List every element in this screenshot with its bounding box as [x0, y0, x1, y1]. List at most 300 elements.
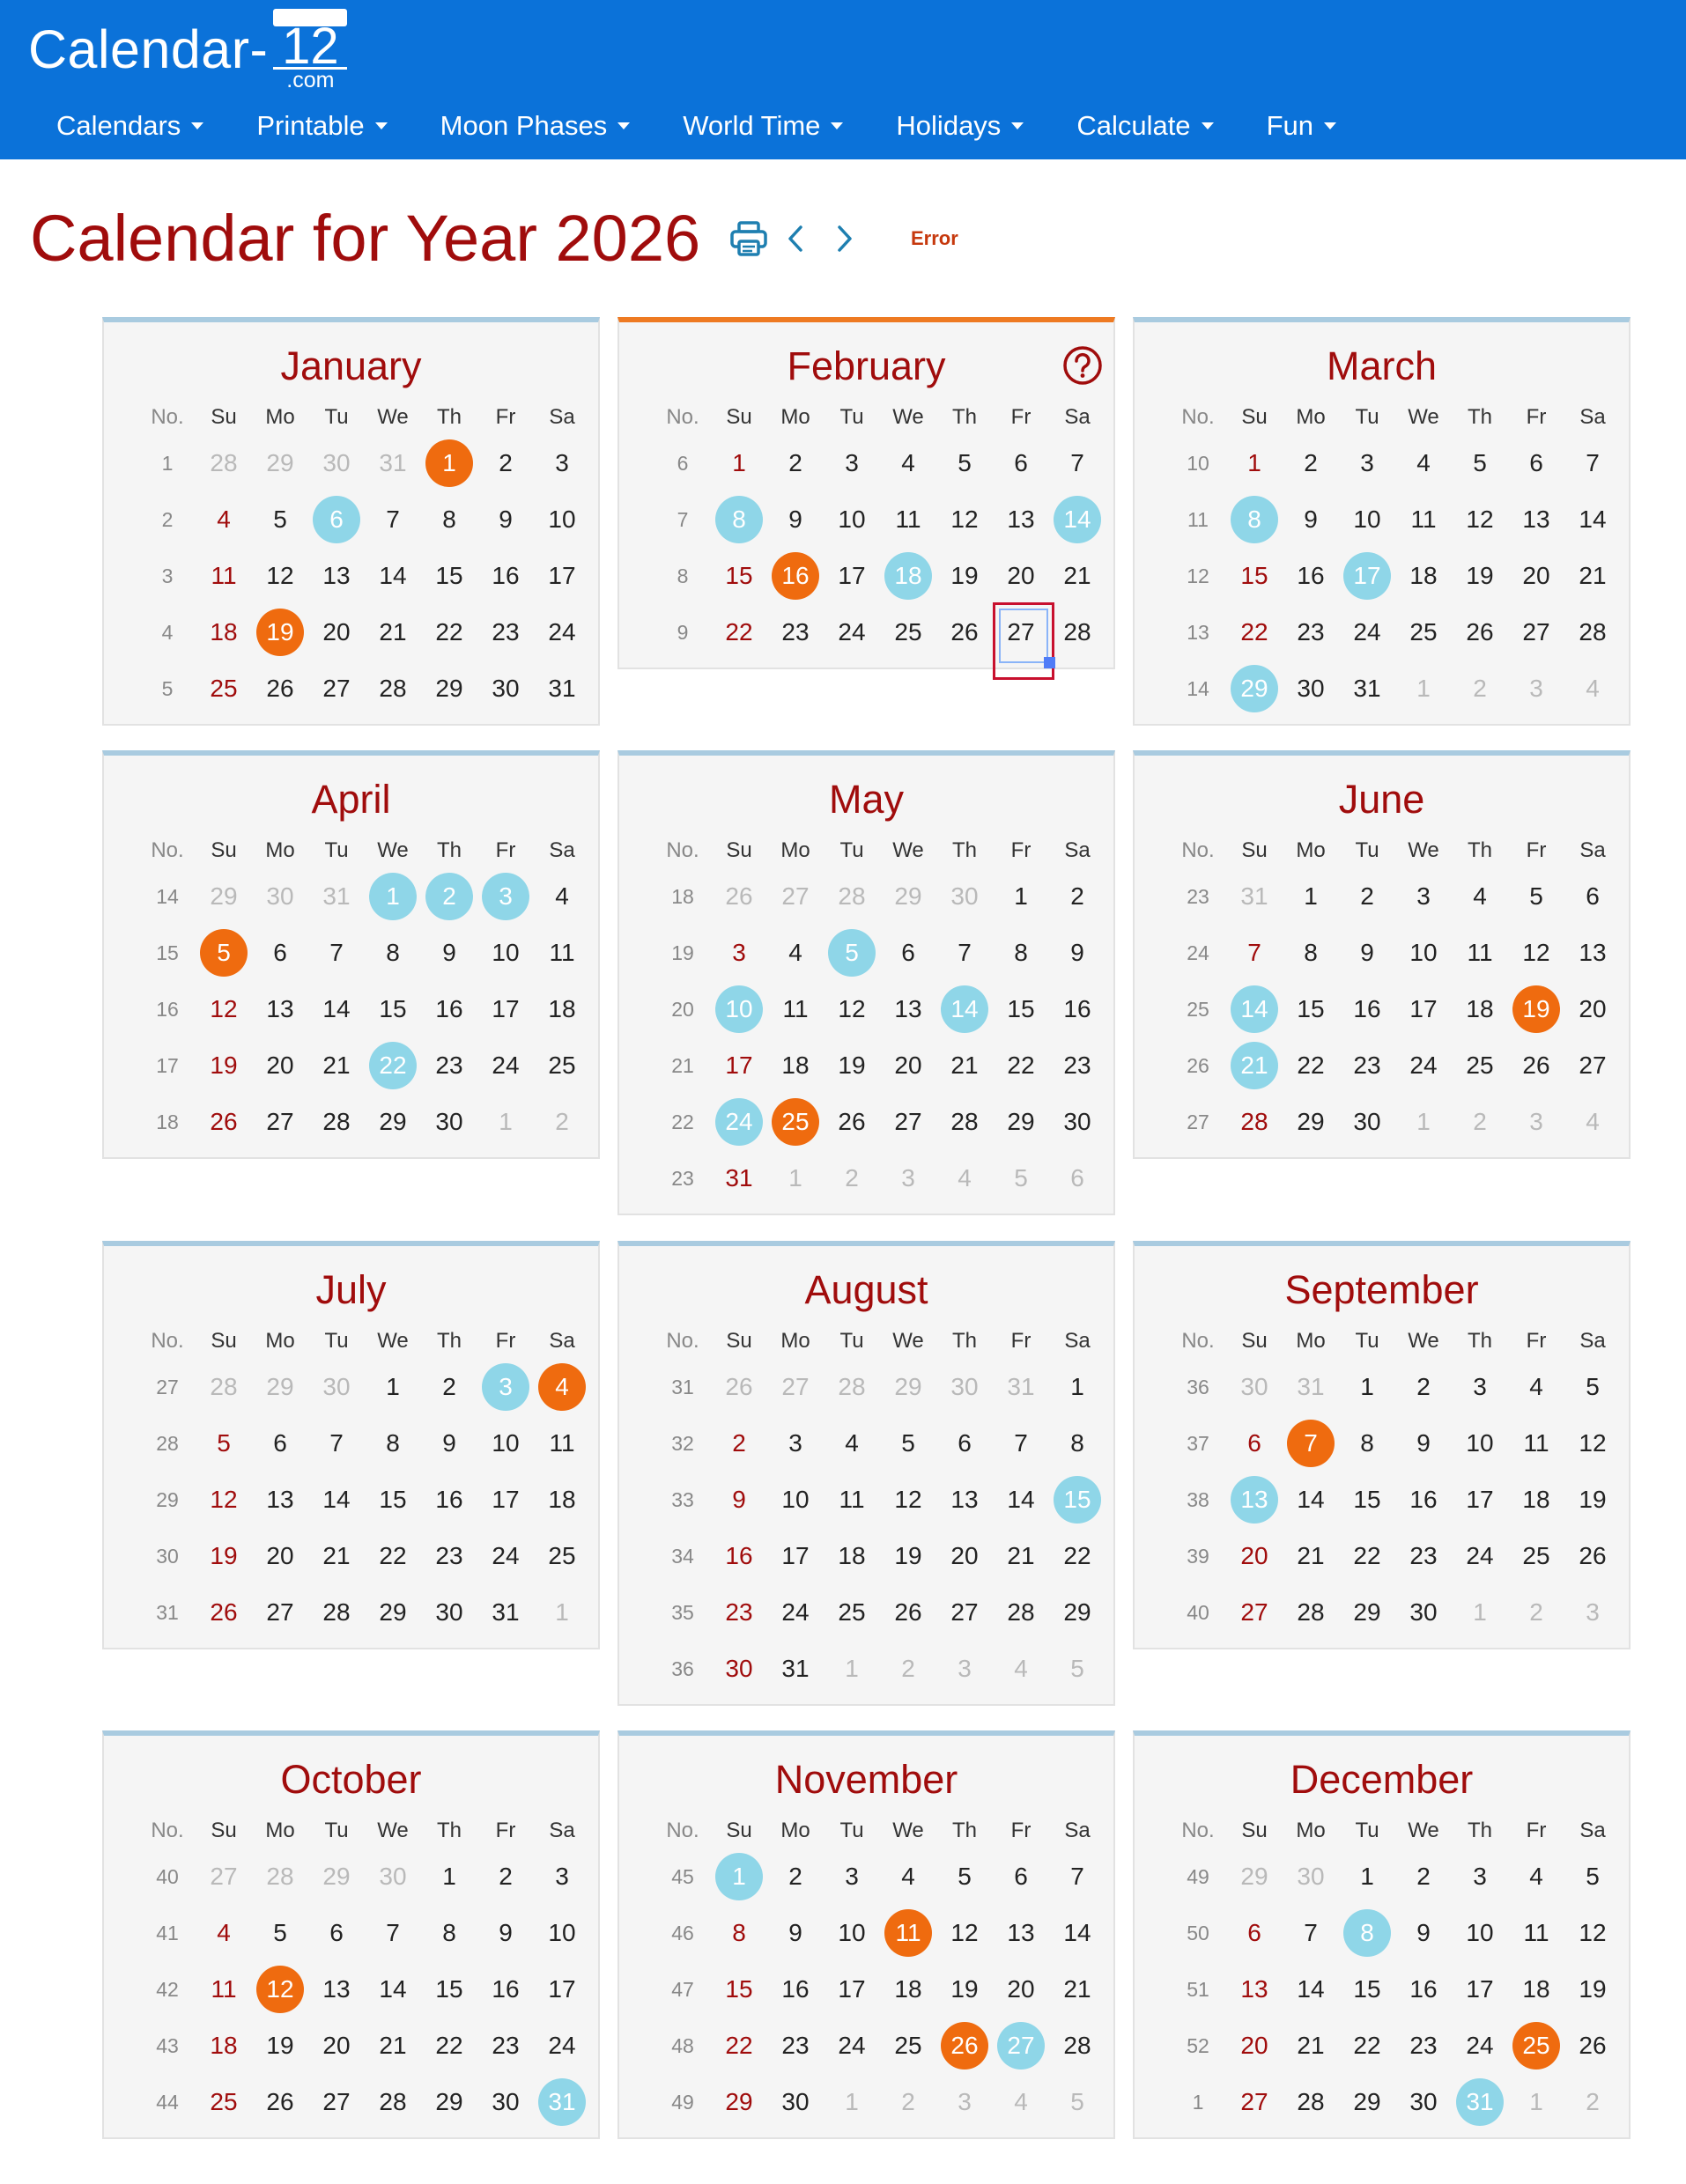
other-month-day[interactable]: [1049, 1150, 1106, 1206]
day-cell[interactable]: [1564, 1359, 1621, 1415]
day-cell[interactable]: [1283, 1037, 1339, 1094]
other-month-day[interactable]: [936, 1641, 993, 1697]
month-title[interactable]: May: [828, 777, 904, 822]
day-cell[interactable]: [308, 1584, 365, 1641]
day-cell[interactable]: [1283, 2074, 1339, 2130]
day-cell[interactable]: [767, 1472, 824, 1528]
day-cell[interactable]: [477, 2074, 534, 2130]
day-cell[interactable]: [534, 1415, 590, 1472]
day-cell[interactable]: [767, 2018, 824, 2074]
month-title[interactable]: January: [280, 343, 422, 388]
day-cell[interactable]: [1564, 548, 1621, 604]
day-cell[interactable]: [252, 1472, 308, 1528]
day-cell[interactable]: [824, 1961, 880, 2018]
day-cell[interactable]: [1283, 1094, 1339, 1150]
day-cell[interactable]: [993, 1848, 1049, 1905]
day-cell[interactable]: [936, 491, 993, 548]
day-cell[interactable]: [1049, 491, 1106, 548]
day-cell[interactable]: [936, 604, 993, 660]
day-cell[interactable]: [308, 660, 365, 717]
day-cell[interactable]: [1508, 1472, 1564, 1528]
nav-fun[interactable]: [1267, 110, 1336, 142]
other-month-day[interactable]: [196, 868, 252, 925]
day-cell[interactable]: [477, 2018, 534, 2074]
day-cell[interactable]: [1508, 548, 1564, 604]
day-cell[interactable]: [1452, 2018, 1508, 2074]
day-cell[interactable]: [880, 981, 936, 1037]
day-cell[interactable]: [1564, 1415, 1621, 1472]
day-cell[interactable]: [824, 1094, 880, 1150]
day-cell[interactable]: [421, 981, 477, 1037]
day-cell[interactable]: [477, 1584, 534, 1641]
day-cell[interactable]: [1452, 491, 1508, 548]
day-cell[interactable]: [477, 1848, 534, 1905]
day-cell[interactable]: [1339, 660, 1395, 717]
day-cell[interactable]: [1508, 1848, 1564, 1905]
day-cell[interactable]: [252, 1584, 308, 1641]
day-cell[interactable]: [1395, 868, 1452, 925]
nav-moon-phases[interactable]: [440, 110, 631, 142]
day-cell[interactable]: [365, 660, 421, 717]
day-cell[interactable]: [711, 435, 767, 491]
day-cell[interactable]: [308, 2074, 365, 2130]
day-cell[interactable]: [1508, 1037, 1564, 1094]
month-title[interactable]: December: [1290, 1757, 1474, 1802]
day-cell[interactable]: [1508, 1415, 1564, 1472]
day-cell[interactable]: [1508, 1359, 1564, 1415]
day-cell[interactable]: [1508, 868, 1564, 925]
day-cell[interactable]: [993, 2018, 1049, 2074]
day-cell[interactable]: [365, 548, 421, 604]
other-month-day[interactable]: [534, 1584, 590, 1641]
day-cell[interactable]: [880, 1094, 936, 1150]
day-cell[interactable]: [1452, 1037, 1508, 1094]
day-cell[interactable]: [308, 1415, 365, 1472]
day-cell[interactable]: [824, 2018, 880, 2074]
day-cell[interactable]: [1452, 925, 1508, 981]
day-cell[interactable]: [993, 1584, 1049, 1641]
day-cell[interactable]: [1049, 604, 1106, 660]
nav-world-time[interactable]: [683, 110, 843, 142]
other-month-day[interactable]: [1226, 868, 1283, 925]
other-month-day[interactable]: [1226, 1848, 1283, 1905]
other-month-day[interactable]: [1395, 660, 1452, 717]
day-cell[interactable]: [477, 435, 534, 491]
day-cell[interactable]: [477, 981, 534, 1037]
day-cell[interactable]: [1049, 1472, 1106, 1528]
day-cell[interactable]: [477, 868, 534, 925]
other-month-day[interactable]: [252, 435, 308, 491]
day-cell[interactable]: [1049, 1037, 1106, 1094]
day-cell[interactable]: [1226, 604, 1283, 660]
day-cell[interactable]: [1226, 1528, 1283, 1584]
other-month-day[interactable]: [365, 435, 421, 491]
day-cell[interactable]: [196, 981, 252, 1037]
day-cell[interactable]: [711, 548, 767, 604]
day-cell[interactable]: [365, 1359, 421, 1415]
day-cell[interactable]: [252, 1905, 308, 1961]
day-cell[interactable]: [1283, 868, 1339, 925]
day-cell[interactable]: [936, 1094, 993, 1150]
day-cell[interactable]: [308, 1961, 365, 2018]
day-cell[interactable]: [365, 981, 421, 1037]
other-month-day[interactable]: [824, 1641, 880, 1697]
day-cell[interactable]: [1452, 604, 1508, 660]
other-month-day[interactable]: [1564, 660, 1621, 717]
day-cell[interactable]: [880, 1905, 936, 1961]
day-cell[interactable]: [880, 1848, 936, 1905]
day-cell[interactable]: [936, 548, 993, 604]
day-cell[interactable]: [1452, 2074, 1508, 2130]
other-month-day[interactable]: [824, 1359, 880, 1415]
day-cell[interactable]: [711, 1584, 767, 1641]
day-cell[interactable]: [1049, 1359, 1106, 1415]
day-cell[interactable]: [534, 1961, 590, 2018]
day-cell[interactable]: [767, 1905, 824, 1961]
day-cell[interactable]: [711, 2074, 767, 2130]
day-cell[interactable]: [421, 660, 477, 717]
day-cell[interactable]: [936, 1037, 993, 1094]
day-cell[interactable]: [477, 1037, 534, 1094]
day-cell[interactable]: [824, 604, 880, 660]
day-cell[interactable]: [534, 660, 590, 717]
day-cell[interactable]: [308, 981, 365, 1037]
day-cell[interactable]: [534, 981, 590, 1037]
day-cell[interactable]: [936, 925, 993, 981]
day-cell[interactable]: [1508, 435, 1564, 491]
day-cell[interactable]: [1564, 1472, 1621, 1528]
other-month-day[interactable]: [936, 2074, 993, 2130]
day-cell[interactable]: [252, 2018, 308, 2074]
day-cell[interactable]: [1395, 1037, 1452, 1094]
day-cell[interactable]: [1283, 604, 1339, 660]
day-cell[interactable]: [1564, 1848, 1621, 1905]
day-cell[interactable]: [1049, 1415, 1106, 1472]
nav-holidays[interactable]: [896, 110, 1024, 142]
day-cell[interactable]: [1452, 435, 1508, 491]
day-cell[interactable]: [365, 868, 421, 925]
nav-printable[interactable]: [256, 110, 387, 142]
other-month-day[interactable]: [824, 2074, 880, 2130]
day-cell[interactable]: [1283, 1961, 1339, 2018]
day-cell[interactable]: [824, 435, 880, 491]
day-cell[interactable]: [711, 1415, 767, 1472]
day-cell[interactable]: [1339, 1415, 1395, 1472]
day-cell[interactable]: [1395, 1472, 1452, 1528]
day-cell[interactable]: [1564, 435, 1621, 491]
day-cell[interactable]: [534, 868, 590, 925]
day-cell[interactable]: [1395, 981, 1452, 1037]
day-cell[interactable]: [1049, 548, 1106, 604]
other-month-day[interactable]: [1226, 1359, 1283, 1415]
day-cell[interactable]: [711, 1961, 767, 2018]
day-cell[interactable]: [880, 435, 936, 491]
day-cell[interactable]: [1508, 491, 1564, 548]
day-cell[interactable]: [993, 868, 1049, 925]
day-cell[interactable]: [1339, 1848, 1395, 1905]
error-link[interactable]: Error: [911, 227, 958, 249]
day-cell[interactable]: [1395, 1359, 1452, 1415]
day-cell[interactable]: [880, 1037, 936, 1094]
day-cell[interactable]: [767, 1415, 824, 1472]
day-cell[interactable]: [534, 548, 590, 604]
day-cell[interactable]: [880, 548, 936, 604]
day-cell[interactable]: [477, 604, 534, 660]
day-cell[interactable]: [767, 981, 824, 1037]
other-month-day[interactable]: [1564, 1094, 1621, 1150]
day-cell[interactable]: [767, 1584, 824, 1641]
day-cell[interactable]: [1283, 981, 1339, 1037]
day-cell[interactable]: [534, 2018, 590, 2074]
day-cell[interactable]: [534, 1905, 590, 1961]
day-cell[interactable]: [477, 1472, 534, 1528]
print-button[interactable]: [727, 216, 771, 262]
day-cell[interactable]: [421, 1961, 477, 2018]
day-cell[interactable]: [421, 868, 477, 925]
day-cell[interactable]: [1452, 981, 1508, 1037]
day-cell[interactable]: [534, 925, 590, 981]
day-cell[interactable]: [196, 660, 252, 717]
day-cell[interactable]: [308, 1528, 365, 1584]
other-month-day[interactable]: [1564, 1584, 1621, 1641]
day-cell[interactable]: [1395, 435, 1452, 491]
day-cell[interactable]: [1395, 1961, 1452, 2018]
day-cell[interactable]: [711, 925, 767, 981]
day-cell[interactable]: [534, 1037, 590, 1094]
day-cell[interactable]: [196, 491, 252, 548]
day-cell[interactable]: [993, 981, 1049, 1037]
day-cell[interactable]: [1339, 1037, 1395, 1094]
day-cell[interactable]: [421, 2018, 477, 2074]
day-cell[interactable]: [1339, 1528, 1395, 1584]
day-cell[interactable]: [880, 1961, 936, 2018]
day-cell[interactable]: [1283, 1528, 1339, 1584]
day-cell[interactable]: [534, 1472, 590, 1528]
day-cell[interactable]: [421, 1037, 477, 1094]
day-cell[interactable]: [1395, 1848, 1452, 1905]
day-cell[interactable]: [936, 2018, 993, 2074]
day-cell[interactable]: [936, 1415, 993, 1472]
day-cell[interactable]: [1452, 1472, 1508, 1528]
day-cell[interactable]: [252, 981, 308, 1037]
day-cell[interactable]: [1452, 1528, 1508, 1584]
day-cell[interactable]: [477, 660, 534, 717]
day-cell[interactable]: [477, 1359, 534, 1415]
day-cell[interactable]: [1395, 2074, 1452, 2130]
day-cell[interactable]: [1339, 435, 1395, 491]
other-month-day[interactable]: [1049, 1641, 1106, 1697]
month-title[interactable]: September: [1284, 1267, 1479, 1312]
day-cell[interactable]: [1395, 2018, 1452, 2074]
day-cell[interactable]: [880, 1528, 936, 1584]
month-title[interactable]: June: [1338, 777, 1425, 822]
day-cell[interactable]: [421, 925, 477, 981]
day-cell[interactable]: [1339, 1359, 1395, 1415]
day-cell[interactable]: [1395, 1528, 1452, 1584]
day-cell[interactable]: [824, 981, 880, 1037]
day-cell[interactable]: [1564, 1961, 1621, 2018]
day-cell[interactable]: [1452, 1415, 1508, 1472]
day-cell[interactable]: [477, 1905, 534, 1961]
day-cell[interactable]: [1283, 1905, 1339, 1961]
day-cell[interactable]: [534, 491, 590, 548]
day-cell[interactable]: [880, 604, 936, 660]
day-cell[interactable]: [252, 2074, 308, 2130]
other-month-day[interactable]: [308, 435, 365, 491]
other-month-day[interactable]: [993, 1359, 1049, 1415]
day-cell[interactable]: [993, 1415, 1049, 1472]
day-cell[interactable]: [365, 491, 421, 548]
day-cell[interactable]: [993, 1961, 1049, 2018]
day-cell[interactable]: [824, 1848, 880, 1905]
other-month-day[interactable]: [824, 868, 880, 925]
day-cell[interactable]: [308, 604, 365, 660]
day-cell[interactable]: [1283, 2018, 1339, 2074]
day-cell[interactable]: [1339, 1905, 1395, 1961]
day-cell[interactable]: [534, 1359, 590, 1415]
day-cell[interactable]: [767, 1848, 824, 1905]
day-cell[interactable]: [421, 1094, 477, 1150]
day-cell[interactable]: [1564, 925, 1621, 981]
day-cell[interactable]: [252, 1037, 308, 1094]
site-logo[interactable]: [28, 9, 347, 90]
day-cell[interactable]: [1049, 925, 1106, 981]
month-title[interactable]: March: [1326, 343, 1438, 388]
day-cell[interactable]: [824, 925, 880, 981]
day-cell[interactable]: [1049, 1905, 1106, 1961]
day-cell[interactable]: [993, 491, 1049, 548]
day-cell[interactable]: [421, 2074, 477, 2130]
day-cell[interactable]: [196, 2074, 252, 2130]
day-cell[interactable]: [252, 660, 308, 717]
other-month-day[interactable]: [880, 1150, 936, 1206]
day-cell[interactable]: [1226, 660, 1283, 717]
day-cell[interactable]: [1452, 1359, 1508, 1415]
month-title[interactable]: February: [787, 343, 946, 388]
day-cell[interactable]: [1226, 1094, 1283, 1150]
day-cell[interactable]: [1283, 548, 1339, 604]
day-cell[interactable]: [1564, 1905, 1621, 1961]
other-month-day[interactable]: [993, 2074, 1049, 2130]
day-cell[interactable]: [936, 1848, 993, 1905]
day-cell[interactable]: [477, 491, 534, 548]
day-cell[interactable]: [1226, 925, 1283, 981]
other-month-day[interactable]: [534, 1094, 590, 1150]
day-cell[interactable]: [1283, 1584, 1339, 1641]
day-cell[interactable]: [880, 1472, 936, 1528]
day-cell[interactable]: [308, 491, 365, 548]
day-cell[interactable]: [1452, 1961, 1508, 2018]
day-cell[interactable]: [936, 1472, 993, 1528]
day-cell[interactable]: [767, 435, 824, 491]
day-cell[interactable]: [477, 548, 534, 604]
day-cell[interactable]: [252, 1961, 308, 2018]
day-cell[interactable]: [196, 925, 252, 981]
day-cell[interactable]: [365, 1094, 421, 1150]
day-cell[interactable]: [824, 1472, 880, 1528]
day-cell[interactable]: [993, 925, 1049, 981]
day-cell[interactable]: [365, 1037, 421, 1094]
day-cell[interactable]: [308, 925, 365, 981]
day-cell[interactable]: [936, 1528, 993, 1584]
day-cell[interactable]: [534, 435, 590, 491]
month-title[interactable]: April: [311, 777, 391, 822]
day-cell[interactable]: [1395, 548, 1452, 604]
day-cell[interactable]: [196, 1584, 252, 1641]
day-cell[interactable]: [1452, 868, 1508, 925]
day-cell[interactable]: [1226, 491, 1283, 548]
other-month-day[interactable]: [767, 868, 824, 925]
day-cell[interactable]: [196, 548, 252, 604]
day-cell[interactable]: [1395, 925, 1452, 981]
day-cell[interactable]: [196, 1961, 252, 2018]
day-cell[interactable]: [993, 1905, 1049, 1961]
day-cell[interactable]: [252, 1094, 308, 1150]
day-cell[interactable]: [936, 1961, 993, 2018]
other-month-day[interactable]: [936, 868, 993, 925]
day-cell[interactable]: [936, 435, 993, 491]
day-cell[interactable]: [1283, 491, 1339, 548]
day-cell[interactable]: [880, 1584, 936, 1641]
day-cell[interactable]: [1508, 2018, 1564, 2074]
day-cell[interactable]: [1395, 1584, 1452, 1641]
day-cell[interactable]: [365, 1415, 421, 1472]
day-cell[interactable]: [711, 1905, 767, 1961]
day-cell[interactable]: [1508, 925, 1564, 981]
other-month-day[interactable]: [880, 1641, 936, 1697]
day-cell[interactable]: [767, 604, 824, 660]
day-cell[interactable]: [252, 548, 308, 604]
day-cell[interactable]: [1226, 1037, 1283, 1094]
day-cell[interactable]: [1226, 435, 1283, 491]
day-cell[interactable]: [421, 1528, 477, 1584]
day-cell[interactable]: [711, 491, 767, 548]
other-month-day[interactable]: [1508, 1094, 1564, 1150]
day-cell[interactable]: [767, 2074, 824, 2130]
month-title[interactable]: July: [315, 1267, 387, 1312]
other-month-day[interactable]: [252, 1848, 308, 1905]
day-cell[interactable]: [1283, 435, 1339, 491]
day-cell[interactable]: [534, 1528, 590, 1584]
day-cell[interactable]: [1226, 1415, 1283, 1472]
day-cell[interactable]: [421, 604, 477, 660]
day-cell[interactable]: [1564, 1037, 1621, 1094]
day-cell[interactable]: [824, 1037, 880, 1094]
day-cell[interactable]: [767, 1037, 824, 1094]
other-month-day[interactable]: [880, 868, 936, 925]
day-cell[interactable]: [711, 1528, 767, 1584]
other-month-day[interactable]: [936, 1150, 993, 1206]
day-cell[interactable]: [1564, 604, 1621, 660]
day-cell[interactable]: [1339, 2018, 1395, 2074]
day-cell[interactable]: [308, 1472, 365, 1528]
day-cell[interactable]: [1283, 1472, 1339, 1528]
day-cell[interactable]: [824, 1415, 880, 1472]
day-cell[interactable]: [1226, 1472, 1283, 1528]
other-month-day[interactable]: [308, 868, 365, 925]
day-cell[interactable]: [711, 1848, 767, 1905]
day-cell[interactable]: [993, 1528, 1049, 1584]
day-cell[interactable]: [993, 548, 1049, 604]
other-month-day[interactable]: [824, 1150, 880, 1206]
day-cell[interactable]: [711, 981, 767, 1037]
day-cell[interactable]: [767, 491, 824, 548]
day-cell[interactable]: [767, 925, 824, 981]
day-cell[interactable]: [1339, 1472, 1395, 1528]
day-cell[interactable]: [711, 1150, 767, 1206]
day-cell[interactable]: [711, 604, 767, 660]
day-cell[interactable]: [1049, 1094, 1106, 1150]
